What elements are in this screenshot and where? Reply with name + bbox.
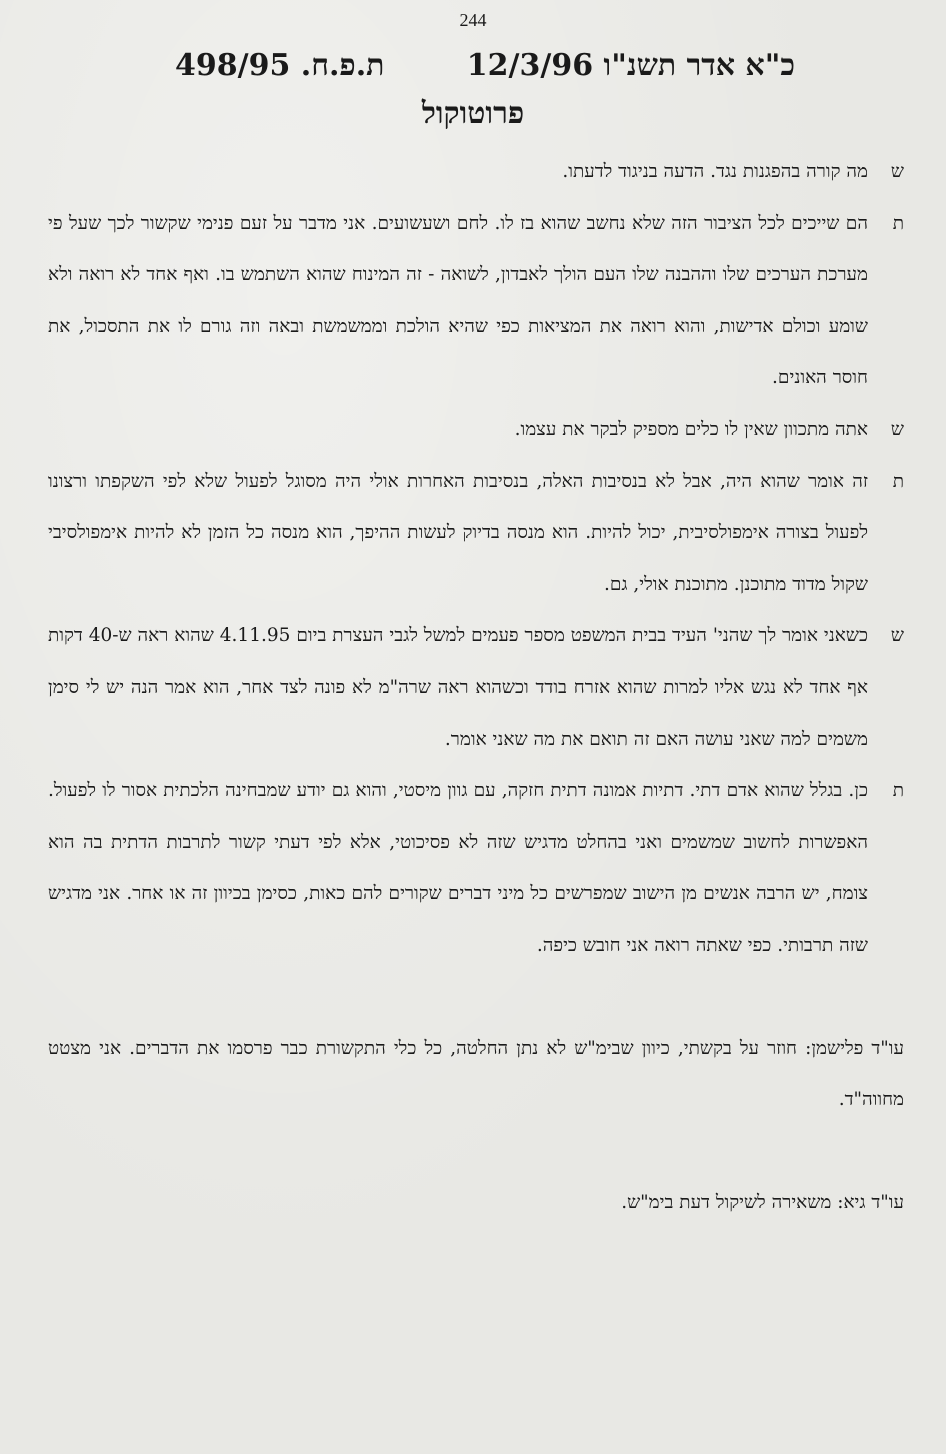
paragraph-text: כשאני אומר לך שהני' העיד בבית המשפט מספר פעמים למשל לגבי העצרת ביום 4.11.95 שהוא ראה ש-40 דקות אף אחד לא נגש אליו למרות שהוא אזרח בודד וכשהוא ראה שרה"מ לא פונה לצד אחר, הוא אמר הנה יש לי סימן משמים למה שאני עושה האם זה תואם את מה שאני אומר. xyxy=(48,625,868,750)
speaker-tag: ש xyxy=(890,161,904,182)
blank-line xyxy=(48,972,904,1023)
transcript-paragraph xyxy=(48,146,904,198)
paragraph-text: הם שייכים לכל הציבור הזה שלא נחשב שהוא בז לו. לחם ושעשועים. אני מדבר על זעם פנימי שקשור לכך שעל פי מערכת הערכים שלו וההבנה שלו העם הולך לאבדון, לשואה - זה המינוח שהוא השתמש בו. ואף אחד לא רואה ולא שומע וכולם אדישות, והוא רואה את המציאות כפי שהיא הולכת וממשמשת ובאה וזה גורם לו את התסכול, את חוסר האונים. xyxy=(48,212,868,389)
blank-line xyxy=(48,1126,904,1177)
transcript-body xyxy=(48,146,904,1228)
speaker-tag: ת xyxy=(892,780,904,802)
speaker-tag: ש xyxy=(890,625,904,647)
speaker-tag: ש xyxy=(890,418,904,440)
paragraph-text: זה אומר שהוא היה, אבל לא בנסיבות האלה, בנסיבות האחרות אולי היה מסוגל לפעול שלא לפי השקפתו ורצונו לפעול בצורה אימפולסיבית, יכול להיות. הוא מנסה בדיוק לעשות ההיפך, הוא מנסה כל הזמן לא להיות אימפולסיבי שקול מדוד מתוכנן. מתוכנת אולי, גם. xyxy=(48,470,868,595)
speaker-tag: ת xyxy=(892,212,904,234)
page-number: 244 xyxy=(459,10,487,30)
header-date: כ"א אדר תשנ"ו 12/3/96 xyxy=(466,48,795,83)
document-header xyxy=(175,48,795,94)
paragraph-text: אתה מתכוון שאין לו כלים מספיק לבקר את עצמו. xyxy=(514,418,868,440)
speaker-tag: ת xyxy=(892,470,904,492)
transcript-paragraph xyxy=(48,404,904,456)
transcript-paragraph xyxy=(48,610,904,765)
document-title: פרוטוקול xyxy=(421,96,525,131)
transcript-paragraph xyxy=(48,765,904,971)
transcript-paragraph xyxy=(48,456,904,611)
attorney-statement: עו"ד פלישמן: חוזר על בקשתי, כיוון שבימ"ש לא נתן החלטה, כל כלי התקשורת כבר פרסמו את הדברים. אני מצטט מחווה"ד. xyxy=(48,1037,904,1111)
case-number: ת.פ.ח. 498/95 xyxy=(175,48,385,83)
paragraph-text: מה קורה בהפגנות נגד. הדעה בניגוד לדעתו. xyxy=(562,161,868,182)
attorney-statement: עו"ד גיא: משאירה לשיקול דעת בימ"ש. xyxy=(621,1191,904,1213)
paragraph-text: כן. בגלל שהוא אדם דתי. דתיות אמונה דתית חזקה, עם גוון מיסטי, והוא גם יודע שמבחינה הלכתית אסור לו לפעול. האפשרות לחשוב שמשמים ואני בהחלט מדגיש שזה לא פסיכוטי, אלא לפי דעתי קשור לתרבות הדתית בה הוא צומח, יש הרבה אנשים מן הישוב שמפרשים כל מיני דברים שקורים להם כאות, כסימן בכיוון זה או אחר. אני מדגיש שזה תרבותי. כפי שאתה רואה אני חובש כיפה. xyxy=(48,780,868,956)
transcript-paragraph xyxy=(48,198,904,404)
